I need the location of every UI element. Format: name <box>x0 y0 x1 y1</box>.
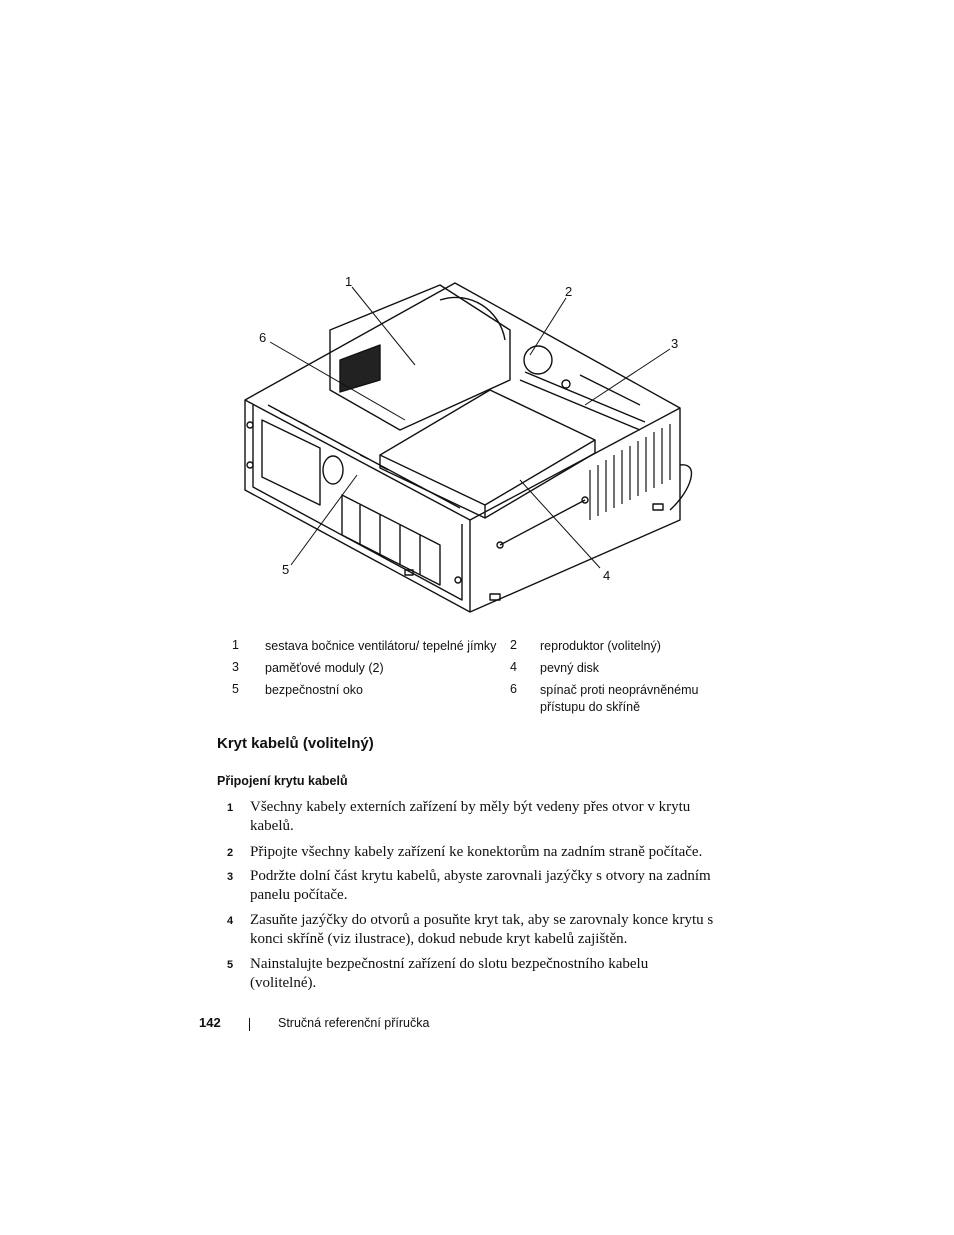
step-text: Všechny kabely externích zařízení by měly být vedeny přes otvor v krytu kabelů. <box>250 799 691 834</box>
legend-num: 1 <box>232 638 239 652</box>
step-number: 3 <box>227 871 234 883</box>
section-title: Kryt kabelů (volitelný) <box>217 735 374 752</box>
legend-text: reproduktor (volitelný) <box>540 639 661 653</box>
callout-1: 1 <box>345 274 353 289</box>
subsection-title: Připojení krytu kabelů <box>217 774 348 788</box>
step-number: 1 <box>227 802 234 814</box>
legend-text: bezpečnostní oko <box>265 683 363 697</box>
back-panel <box>262 420 320 505</box>
step-text: Podržte dolní část krytu kabelů, abyste zarovnali jazýčky s otvory na zadním panelu počítače. <box>250 868 711 903</box>
legend-num: 6 <box>510 682 517 696</box>
legend-num: 3 <box>232 660 239 674</box>
speaker <box>524 346 552 374</box>
legend-num: 5 <box>232 682 239 696</box>
callout-3: 3 <box>671 336 679 351</box>
legend-num: 4 <box>510 660 517 674</box>
step-number: 4 <box>227 915 234 927</box>
footer-title: Stručná referenční příručka <box>278 1016 430 1030</box>
legend-text: sestava bočnice ventilátoru/ tepelné jímky <box>265 639 497 653</box>
page-number: 142 <box>199 1015 221 1030</box>
step-text: Zasuňte jazýčky do otvorů a posuňte kryt tak, aby se zarovnaly konce krytu s konci skříně (viz ilustrace), dokud nebude kryt kabelů zajištěn. <box>250 912 714 947</box>
memory-modules <box>520 372 645 430</box>
legend-text: paměťové moduly (2) <box>265 661 384 675</box>
step-text: Nainstalujte bezpečnostní zařízení do slotu bezpečnostního kabelu (volitelné). <box>250 956 649 991</box>
callout-5: 5 <box>282 562 290 577</box>
footer-separator <box>249 1018 250 1031</box>
legend-text: pevný disk <box>540 661 600 675</box>
callout-6: 6 <box>259 330 267 345</box>
step-number: 5 <box>227 959 234 971</box>
legend-text: spínač proti neoprávněnému přístupu do skříně <box>540 683 699 714</box>
hard-disk <box>380 390 595 505</box>
step-text: Připojte všechny kabely zařízení ke konektorům na zadním straně počítače. <box>250 844 703 860</box>
callout-2: 2 <box>565 284 573 299</box>
step-number: 2 <box>227 847 234 859</box>
callout-4: 4 <box>603 568 611 583</box>
legend-num: 2 <box>510 638 517 652</box>
